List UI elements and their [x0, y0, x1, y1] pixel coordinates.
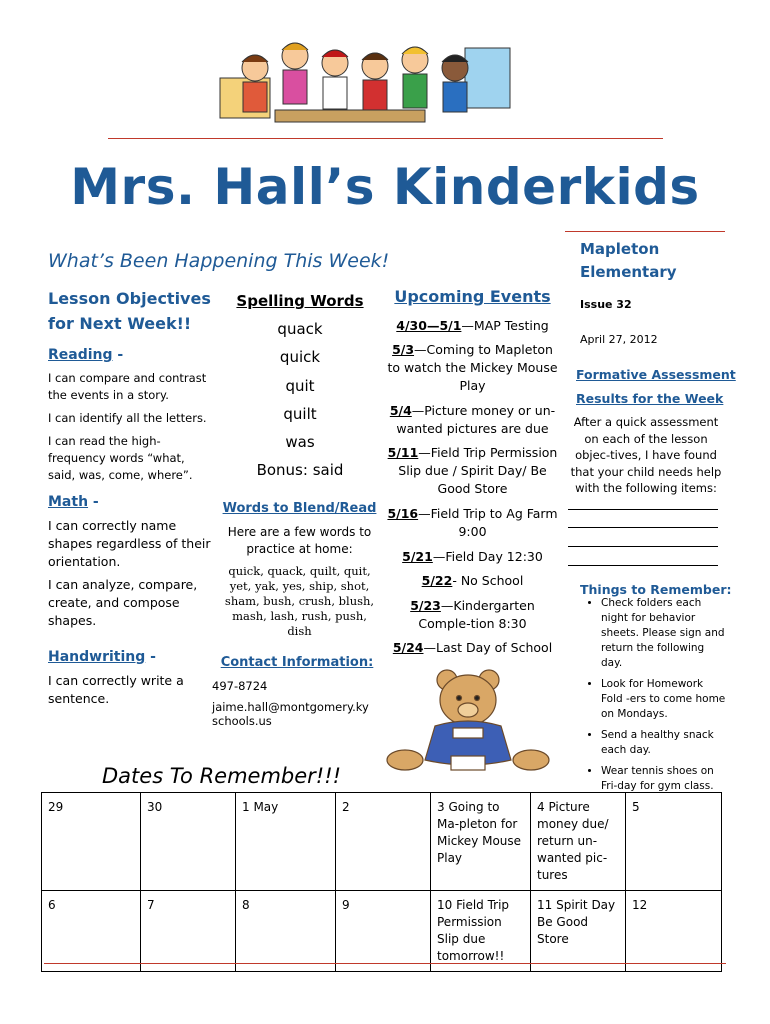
event-date: 5/16 [387, 506, 419, 521]
handwriting-section [48, 645, 213, 708]
right-rule [565, 231, 725, 232]
event-date: 5/22 [421, 573, 453, 588]
contact-section [212, 650, 382, 728]
calendar-cell: 6 [42, 891, 141, 972]
blend-intro: Here are a few words to practice at home: [227, 525, 372, 556]
blend-section [222, 496, 377, 639]
events-heading-text: Upcoming Events [394, 287, 551, 306]
calendar-cell: 7 [141, 891, 236, 972]
math-section [48, 490, 213, 630]
spelling-word: quick [279, 348, 321, 366]
spelling-word: quit [285, 377, 315, 395]
issue-date: April 27, 2012 [580, 333, 658, 346]
reading-label: Reading [48, 347, 113, 363]
spelling-word: quack [277, 320, 323, 338]
event-item [385, 597, 560, 633]
reading-item: I can read the high-frequency words “what, said, was, come, where”. [48, 434, 193, 482]
spelling-heading [230, 292, 370, 310]
calendar-cell: 1 May [236, 793, 336, 891]
handwriting-label: Handwriting [48, 649, 146, 665]
event-text: —Field Day 12:30 [432, 549, 543, 564]
blend-words: quick, quack, quilt, quit, yet, yak, yes, ship, shot, sham, bush, crush, blush, mash, lash, rush, push, dish [224, 564, 375, 638]
blank-line [568, 509, 718, 510]
event-date: 5/24 [392, 640, 424, 655]
event-item [385, 548, 560, 566]
reading-section [48, 343, 213, 484]
footer-rule [44, 963, 726, 964]
event-item [385, 317, 560, 335]
contact-email-1: jaime.hall@montgomery.ky [212, 700, 369, 714]
contact-heading [212, 650, 382, 675]
spelling-word: was [285, 433, 315, 451]
event-item [385, 444, 560, 498]
list-item: • Wear tennis shoes on Fri-day for gym class. [601, 764, 726, 794]
event-text: —Last Day of School [423, 640, 553, 655]
assessment-heading: Formative Assessment [576, 367, 736, 382]
event-date: 5/21 [402, 549, 433, 564]
event-text: - No School [452, 573, 524, 588]
results-heading: Results for the Week [576, 391, 724, 406]
math-item: I can correctly name shapes regardless of their orientation. [48, 518, 211, 569]
school-name [580, 238, 677, 284]
calendar-cell: 5 [626, 793, 722, 891]
assessment-text: After a quick assessment on each of the lesson objec-tives, I have found that your child needs help with the following items: [570, 415, 722, 495]
reading-heading: Reading - [48, 347, 124, 363]
calendar-cell: 30 [141, 793, 236, 891]
blank-line [568, 546, 718, 547]
blend-heading [222, 496, 377, 521]
list-item: • Check folders each night for behavior sheets. Please sign and return the following day. [601, 596, 726, 671]
events-heading [385, 287, 560, 306]
calendar-cell: 29 [42, 793, 141, 891]
calendar-cell: 12 [626, 891, 722, 972]
event-item [385, 402, 560, 438]
table-row [42, 891, 722, 972]
calendar-cell: 10 Field Trip Permission Slip due tomorrow!! [431, 891, 531, 972]
event-date: 5/23 [410, 598, 441, 613]
event-text: —Coming to Mapleton to watch the Mickey Mouse Play [387, 342, 558, 393]
spelling-word: Bonus: said [256, 461, 344, 479]
blank-line [568, 527, 718, 528]
teddy-bear-clipart [385, 668, 550, 778]
event-date: 5/11 [387, 445, 419, 460]
math-item: I can analyze, compare, create, and compose shapes. [48, 577, 198, 628]
spelling-heading-text: Spelling Words [236, 292, 364, 310]
contact-phone: 497-8724 [212, 679, 268, 693]
event-item [385, 341, 560, 395]
event-text: —Field Trip Permission Slip due / Spirit Day/ Be Good Store [398, 445, 558, 496]
blend-heading-text: Words to Blend/Read [222, 501, 377, 516]
list-item: • Send a healthy snack each day. [601, 728, 726, 758]
calendar-table [41, 792, 722, 972]
things-heading: Things to Remember: [580, 582, 732, 597]
calendar-cell: 11 Spirit Day Be Good Store [531, 891, 626, 972]
school-line2: Elementary [580, 263, 677, 281]
event-date: 5/3 [392, 342, 415, 357]
header-rule [108, 138, 663, 139]
calendar-heading: Dates To Remember!!! [102, 764, 342, 788]
reading-item: I can identify all the letters. [48, 411, 207, 425]
event-date: 5/4 [389, 403, 412, 418]
event-item [385, 505, 560, 541]
event-text: —Field Trip to Ag Farm 9:00 [418, 506, 558, 539]
event-text: —Kindergarten Comple-tion 8:30 [418, 598, 535, 631]
event-item [385, 572, 560, 590]
school-line1: Mapleton [580, 240, 660, 258]
calendar-cell: 4 Picture money due/ return un-wanted pic-tures [531, 793, 626, 891]
lesson-objectives [48, 286, 213, 336]
lessons-heading-1: Lesson Objectives [48, 289, 211, 308]
event-item [385, 639, 560, 657]
handwriting-heading: Handwriting - [48, 649, 156, 665]
handwriting-item: I can correctly write a sentence. [48, 673, 184, 706]
event-text: —Picture money or un-wanted pictures are due [396, 403, 556, 436]
table-row [42, 793, 722, 891]
calendar-cell: 9 [336, 891, 431, 972]
reading-item: I can compare and contrast the events in a story. [48, 371, 207, 402]
blank-line [568, 565, 718, 566]
kids-clipart [215, 28, 520, 132]
contact-heading-text: Contact Information: [220, 655, 374, 670]
math-label: Math [48, 494, 89, 510]
page-title: Mrs. Hall’s Kinderkids [70, 158, 700, 216]
things-list [568, 596, 726, 800]
calendar-cell: 8 [236, 891, 336, 972]
spelling-word: quilt [283, 405, 317, 423]
math-heading: Math - [48, 494, 99, 510]
event-text: —MAP Testing [461, 318, 549, 333]
contact-email-2: schools.us [212, 714, 272, 728]
lessons-heading-2: for Next Week!! [48, 314, 192, 333]
calendar-cell: 2 [336, 793, 431, 891]
calendar-cell: 3 Going to Ma-pleton for Mickey Mouse Play [431, 793, 531, 891]
list-item: • Look for Homework Fold -ers to come home on Mondays. [601, 677, 726, 722]
event-date: 4/30—5/1 [396, 318, 462, 333]
page-subtitle: What’s Been Happening This Week! [48, 250, 390, 272]
issue-number: Issue 32 [580, 298, 632, 311]
